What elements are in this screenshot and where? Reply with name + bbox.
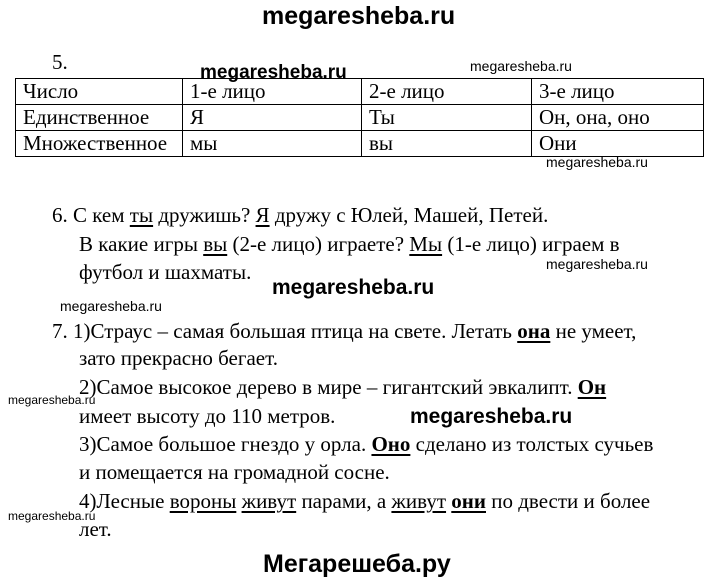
table-header-cell: 3-е лицо [532,79,704,105]
underlined-pronoun: ты [129,203,154,227]
table-cell: мы [183,131,362,157]
underlined-pronoun: Я [255,203,270,227]
watermark-overlay: megaresheba.ru [60,298,162,314]
underlined-pronoun: она [517,319,551,343]
table-cell: Он, она, оно [532,105,704,131]
watermark-overlay: megaresheba.ru [546,154,648,170]
watermark-overlay: megaresheba.ru [272,276,435,299]
underlined-pronoun: Мы [409,232,443,256]
task-6-line-2: В какие игры вы (2-е лицо) играете? Мы (1-е лицо) играем в [79,232,620,256]
task-5-number: 5. [52,50,68,74]
task-7-line-2: зато прекрасно бегает. [79,346,278,370]
table-cell: Единственное [16,105,183,131]
watermark-overlay: megaresheba.ru [470,58,572,74]
table-cell: Я [183,105,362,131]
pronoun-table [15,78,704,157]
table-header-cell: Число [16,79,183,105]
underlined-pronoun: Он [577,375,607,399]
task-7-line-3: 2)Самое высокое дерево в мире – гигантский эвкалипт. Он [79,375,607,399]
watermark-overlay: megaresheba.ru [200,62,347,83]
underlined-verb: живут [241,489,297,513]
task-7-line-4: имеет высоту до 110 метров. [79,404,336,428]
task-7-line-5: 3)Самое большое гнездо у орла. Оно сделано из толстых сучьев [79,432,654,456]
site-watermark-header: megaresheba.ru [262,2,456,30]
task-7-line-8: лет. [79,517,112,541]
task-7-line-1: 7. 1)Страус – самая большая птица на свете. Летать она не умеет, [52,319,637,343]
site-watermark-footer: Мегарешеба.ру [263,550,451,578]
task-6-line-3: футбол и шахматы. [79,260,252,284]
watermark-overlay: megaresheba.ru [546,256,648,272]
watermark-overlay: megaresheba.ru [8,393,96,407]
table-row [16,131,704,157]
underlined-pronoun: Оно [371,432,411,456]
underlined-pronoun: вы [203,232,228,256]
watermark-overlay: megaresheba.ru [410,405,573,428]
task-6-line-1: 6. С кем ты дружишь? Я дружу с Юлей, Машей, Петей. [52,203,549,227]
table-cell: Множественное [16,131,183,157]
table-header-cell: 1-е лицо [183,79,362,105]
table-header-cell: 2-е лицо [362,79,532,105]
table-cell: Ты [362,105,532,131]
task-7-line-6: и помещается на громадной сосне. [79,460,390,484]
table-header-row [16,79,704,105]
underlined-noun: вороны [169,489,237,513]
underlined-pronoun: они [451,489,486,513]
underlined-verb: живут [391,489,447,513]
table-cell: Они [532,131,704,157]
table-row [16,105,704,131]
table-cell: вы [362,131,532,157]
task-7-line-7: 4)Лесные вороны живут парами, а живут они по двести и более [79,489,651,513]
watermark-overlay: megaresheba.ru [8,509,96,523]
